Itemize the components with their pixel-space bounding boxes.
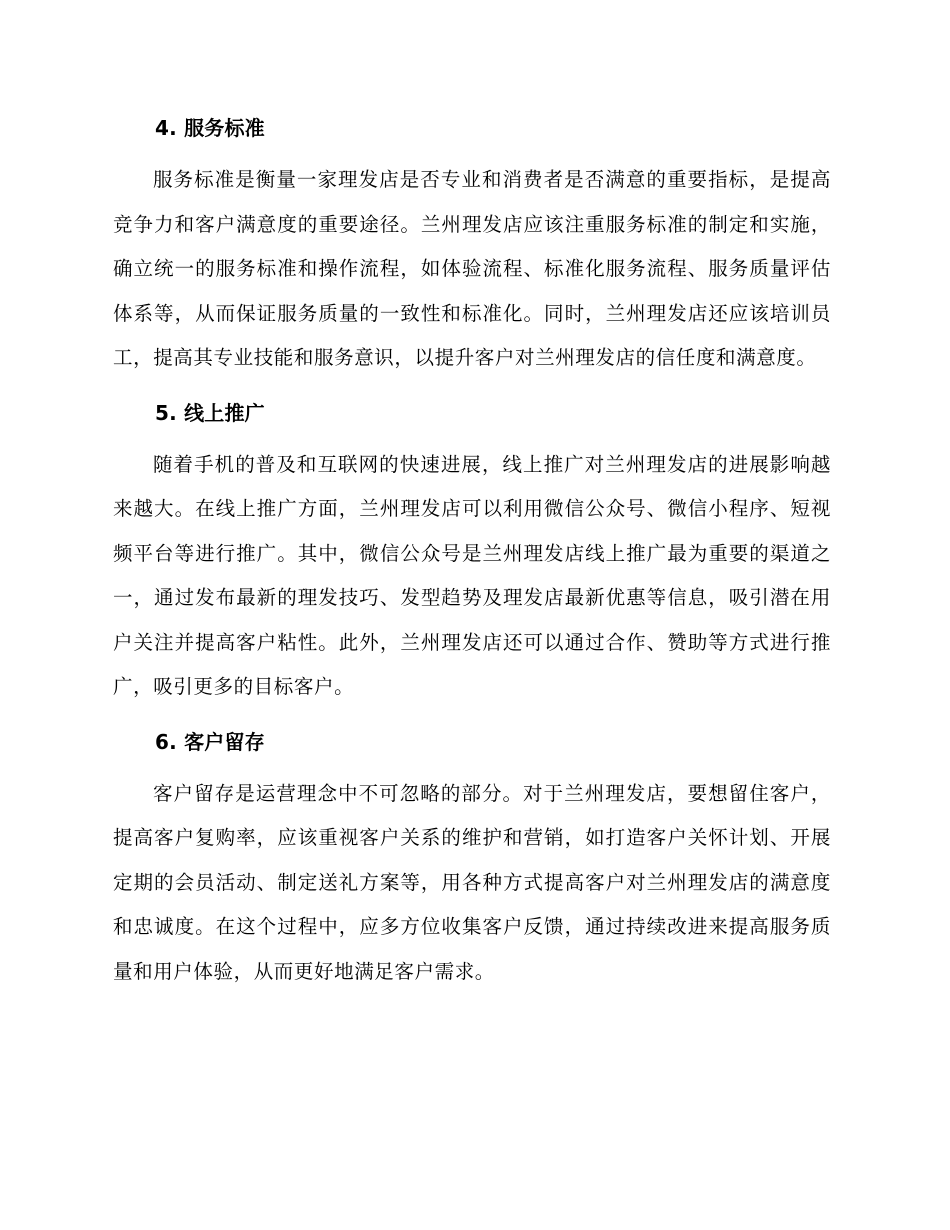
section-heading: 4. 服务标准	[155, 116, 265, 140]
section-paragraph: 服务标准是衡量一家理发店是否专业和消费者是否满意的重要指标，是提高竞争力和客户满意度的重要途径。兰州理发店应该注重服务标准的制定和实施，确立统一的服务标准和操作流程，如体验流程、标准化服务流程、服务质量评估体系等，从而保证服务质量的一致性和标准化。同时，兰州理发店还应该培训员工，提高其专业技能和服务意识，以提升客户对兰州理发店的信任度和满意度。	[113, 168, 831, 369]
document-body	[113, 108, 831, 994]
section-service-standards	[113, 108, 831, 381]
section-heading: 6. 客户留存	[155, 729, 265, 754]
section-online-promotion	[113, 393, 831, 710]
section-paragraph: 客户留存是运营理念中不可忽略的部分。对于兰州理发店，要想留住客户，提高客户复购率，应该重视客户关系的维护和营销，如打造客户关怀计划、开展定期的会员活动、制定送礼方案等，用各种方式提高客户对兰州理发店的满意度和忠诚度。在这个过程中，应多方位收集客户反馈，通过持续改进来提高服务质量和用户体验，从而更好地满足客户需求。	[113, 781, 831, 983]
section-customer-retention	[113, 722, 831, 995]
section-heading: 5. 线上推广	[155, 400, 265, 425]
section-paragraph: 随着手机的普及和互联网的快速进展，线上推广对兰州理发店的进展影响越来越大。在线上推广方面，兰州理发店可以利用微信公众号、微信小程序、短视频平台等进行推广。其中，微信公众号是兰州理发店线上推广最为重要的渠道之一，通过发布最新的理发技巧、发型趋势及理发店最新优惠等信息，吸引潜在用户关注并提高客户粘性。此外，兰州理发店还可以通过合作、赞助等方式进行推广，吸引更多的目标客户。	[113, 452, 831, 698]
